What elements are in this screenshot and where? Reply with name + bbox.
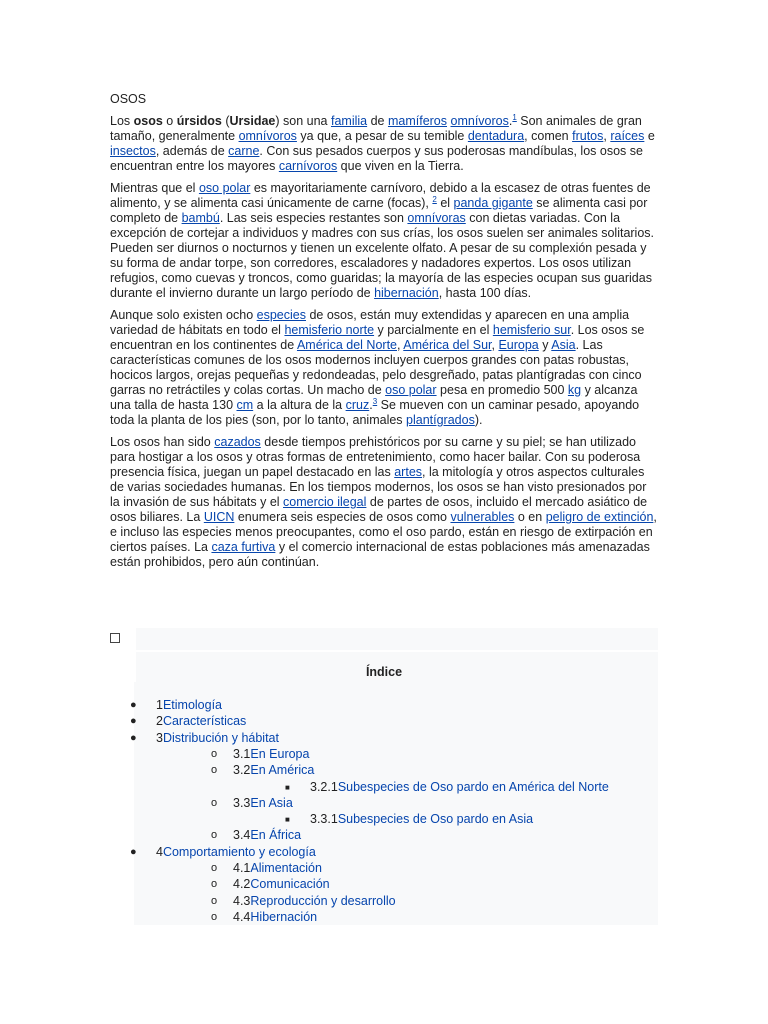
toc-entry[interactable] xyxy=(233,763,314,778)
text: , comen xyxy=(524,129,573,143)
link-america-del-norte[interactable]: América del Norte xyxy=(296,338,397,352)
text: Los osos han sido xyxy=(110,435,215,449)
distribution-paragraph xyxy=(110,308,658,428)
text: . Los osos se encuentran en los continentes de xyxy=(110,323,645,352)
link-omnivoros[interactable]: omnívoros xyxy=(238,129,297,143)
toc-toggle-checkbox[interactable] xyxy=(110,633,120,643)
text: Los xyxy=(110,114,134,128)
text: Aunque solo existen ocho xyxy=(110,308,257,322)
toc-bullet: ■ xyxy=(285,783,290,792)
toc-bullet: o xyxy=(211,878,218,890)
toc-background-cutout xyxy=(110,652,136,682)
reference-link[interactable]: 2 xyxy=(432,194,437,204)
toc-entry-label: En América xyxy=(250,763,315,777)
toc-entry[interactable] xyxy=(233,877,330,892)
link-america-del-sur[interactable]: América del Sur xyxy=(403,338,492,352)
text: pesa en promedio 500 xyxy=(436,383,568,397)
text: . Las características comunes de los osos modernos incluyen cuerpos grandes con patas robustas, hocicos largos, orejas pequeñas y redondeadas, pelo desgreñado, patas plantígradas con cinco garras no retráctiles y colas cortas. Un macho de xyxy=(110,338,642,397)
link-kg[interactable]: kg xyxy=(567,383,582,397)
text: de osos, están muy extendidas y aparecen en una amplia variedad de hábitats en todo el xyxy=(110,308,630,337)
text: Se mueven con un caminar pesado, apoyando toda la planta de los pies (son, por lo tanto, animales xyxy=(110,398,640,427)
bold-term: Ursidae xyxy=(229,114,276,128)
toc-entry[interactable] xyxy=(233,861,322,876)
page-title: OSOS xyxy=(110,92,147,106)
text: , la mitología y otros aspectos culturales de varias sociedades humanas. En los tiempos modernos, los osos se han visto presionados por la invasión de sus hábitats y el xyxy=(110,465,647,509)
toc-bullet: o xyxy=(211,862,218,874)
link-cazados[interactable]: cazados xyxy=(214,435,261,449)
text: ) son una xyxy=(275,114,331,128)
toc-entry-number: 4.2 xyxy=(233,877,251,891)
toc-entry[interactable] xyxy=(156,845,316,860)
text: el xyxy=(436,196,454,210)
toc-entry-number: 4.3 xyxy=(233,894,251,908)
toc-entry-number: 2 xyxy=(156,714,163,728)
text: de xyxy=(367,114,388,128)
text: . Con sus pesados cuerpos y sus poderosas mandíbulas, los osos se encuentran entre los mayores xyxy=(110,144,643,173)
toc-entry[interactable] xyxy=(156,731,279,746)
text: , xyxy=(397,338,404,352)
toc-entry-label: Subespecies de Oso pardo en Asia xyxy=(337,812,534,826)
toc-entry-number: 3.1 xyxy=(233,747,251,761)
link-familia[interactable]: familia xyxy=(330,114,368,128)
link-carnivoros[interactable]: carnívoros xyxy=(278,159,338,173)
link-omnivoros[interactable]: omnívoros xyxy=(450,114,509,128)
toc-bullet: ■ xyxy=(285,815,290,824)
link-hemisferio-norte[interactable]: hemisferio norte xyxy=(284,323,375,337)
toc-background xyxy=(136,628,658,650)
link-artes[interactable]: artes xyxy=(394,465,423,479)
text: o en xyxy=(514,510,546,524)
toc-bullet: o xyxy=(211,829,218,841)
toc-entry-number: 3 xyxy=(156,731,163,745)
toc-entry-number: 3.3.1 xyxy=(310,812,338,826)
toc-entry-label: Comportamiento y ecología xyxy=(162,845,316,859)
text: o xyxy=(162,114,177,128)
toc-entry[interactable] xyxy=(310,780,609,795)
link-comercio-ilegal[interactable]: comercio ilegal xyxy=(283,495,367,509)
text: y el comercio internacional de estas poblaciones más amenazadas están prohibidos, pero aún continúan. xyxy=(110,540,650,569)
toc-entry-label: Características xyxy=(162,714,247,728)
article-body xyxy=(110,92,658,577)
toc-entry-number: 3.2.1 xyxy=(310,780,338,794)
text: . Las seis especies restantes son xyxy=(219,211,408,225)
toc-bullet: o xyxy=(211,797,218,809)
link-frutos[interactable]: frutos xyxy=(572,129,604,143)
text: desde tiempos prehistóricos por su carne y su piel; se han utilizado para hostigar a los osos y otras formas de entretenimiento, como hacer bailar. Con su poderosa presencia física, juegan un papel destacado en las xyxy=(110,435,641,479)
toc-title: Índice xyxy=(365,665,403,679)
toc-entry-label: Etimología xyxy=(162,698,223,712)
text: e xyxy=(644,129,655,143)
toc-entry-label: Comunicación xyxy=(250,877,330,891)
diet-paragraph xyxy=(110,181,658,301)
link-bambu[interactable]: bambú xyxy=(181,211,220,225)
text: . xyxy=(369,398,373,412)
toc-entry[interactable] xyxy=(156,714,246,729)
toc-entry[interactable] xyxy=(310,812,533,827)
link-peligro-de-extincion[interactable]: peligro de extinción xyxy=(545,510,654,524)
link-cruz[interactable]: cruz xyxy=(345,398,370,412)
toc-entry[interactable] xyxy=(233,747,309,762)
toc-bullet: ● xyxy=(130,699,137,711)
toc-entry-label: Alimentación xyxy=(250,861,322,875)
link-plantigrados[interactable]: plantígrados xyxy=(406,413,475,427)
text: con dietas variadas. Con la excepción de cortejar a individuos y madres con sus crías, los osos suelen ser animales solitarios. Pueden ser diurnos o nocturnos y tienen un excelente olfato. A pesar de su complexión pesada y su forma de andar torpe, son corredores, escaladores y nadadores expertos. Los osos utilizan refugios, como cuevas y troncos, como guaridas; la mayoría de las especies ocupan sus guaridas durante el invierno durante un largo período de xyxy=(110,211,655,300)
text: , xyxy=(603,129,611,143)
text: a la altura de la xyxy=(253,398,346,412)
link-cm[interactable]: cm xyxy=(236,398,254,412)
link-oso-polar[interactable]: oso polar xyxy=(198,181,251,195)
text: es mayoritariamente carnívoro, debido a la escasez de otras fuentes de alimento, y se alimenta casi únicamente de carne (focas), xyxy=(110,181,651,210)
link-raices[interactable]: raíces xyxy=(610,129,645,143)
link-asia[interactable]: Asia xyxy=(551,338,576,352)
toc-entry[interactable] xyxy=(233,828,301,843)
reference-link[interactable]: 1 xyxy=(512,112,517,122)
reference-link[interactable]: 3 xyxy=(372,396,378,406)
toc-entry-number: 3.4 xyxy=(233,828,251,842)
link-insectos[interactable]: insectos xyxy=(110,144,156,158)
bold-term: úrsidos xyxy=(176,114,222,128)
link-vulnerables[interactable]: vulnerables xyxy=(450,510,515,524)
text: ( xyxy=(221,114,230,128)
text: , xyxy=(491,338,499,352)
link-hibernacion[interactable]: hibernación xyxy=(374,286,439,300)
text: y parcialmente en el xyxy=(374,323,493,337)
text: enumera seis especies de osos como xyxy=(234,510,451,524)
toc-entry-number: 4.4 xyxy=(233,910,251,924)
link-carne[interactable]: carne xyxy=(228,144,260,158)
toc-entry-label: Subespecies de Oso pardo en América del Norte xyxy=(337,780,609,794)
toc-bullet: ● xyxy=(130,732,137,744)
text: . xyxy=(508,114,513,128)
toc-entry-number: 1 xyxy=(156,698,163,712)
toc-entry-label: En África xyxy=(250,828,302,842)
link-europa[interactable]: Europa xyxy=(498,338,539,352)
text: ya que, a pesar de su temible xyxy=(296,129,468,143)
link-especies[interactable]: especies xyxy=(256,308,306,322)
link-hemisferio-sur[interactable]: hemisferio sur xyxy=(492,323,571,337)
link-panda-gigante[interactable]: panda gigante xyxy=(453,196,533,210)
toc-entry[interactable] xyxy=(233,894,396,909)
toc-entry-label: En Asia xyxy=(250,796,293,810)
link-caza-furtiva[interactable]: caza furtiva xyxy=(211,540,276,554)
toc-entry[interactable] xyxy=(156,698,222,713)
toc-bullet: ● xyxy=(130,846,137,858)
link-uicn[interactable]: UICN xyxy=(203,510,235,524)
toc-entry-label: Distribución y hábitat xyxy=(162,731,279,745)
link-dentadura[interactable]: dentadura xyxy=(467,129,525,143)
text: Mientras que el xyxy=(110,181,199,195)
human-relations-paragraph xyxy=(110,435,658,570)
toc-entry-number: 4.1 xyxy=(233,861,251,875)
text: y alcanza una talla de hasta 130 xyxy=(110,383,638,412)
toc-entry-number: 3.2 xyxy=(233,763,251,777)
link-mamiferos[interactable]: mamíferos xyxy=(387,114,448,128)
text: y xyxy=(538,338,552,352)
toc-bullet: o xyxy=(211,764,218,776)
text: se alimenta casi por completo de xyxy=(110,196,648,225)
toc-bullet: o xyxy=(211,895,218,907)
toc-entry-label: Reproducción y desarrollo xyxy=(250,894,396,908)
table-of-contents xyxy=(110,628,658,925)
text: , e incluso las especies menos preocupantes, como el oso pardo, están en riesgo de extirpación en ciertos países. La xyxy=(110,510,657,554)
text: , hasta 100 días. xyxy=(438,286,532,300)
toc-bullet: o xyxy=(211,748,218,760)
intro-paragraph xyxy=(110,114,658,174)
toc-entry-number: 4 xyxy=(156,845,163,859)
text: que viven en la Tierra. xyxy=(337,159,464,173)
link-oso-polar[interactable]: oso polar xyxy=(385,383,437,397)
text: ). xyxy=(474,413,483,427)
toc-bullet: o xyxy=(211,911,218,923)
text: , además de xyxy=(155,144,229,158)
toc-bullet: ● xyxy=(130,715,137,727)
toc-entry[interactable] xyxy=(233,796,293,811)
toc-entry-label: En Europa xyxy=(250,747,310,761)
toc-entry-number: 3.3 xyxy=(233,796,251,810)
bold-term: osos xyxy=(133,114,163,128)
text: de partes de osos, incluido el mercado asiático de osos biliares. La xyxy=(110,495,648,524)
link-omnivoras[interactable]: omnívoras xyxy=(407,211,466,225)
text: Son animales de gran tamaño, generalmente xyxy=(110,114,642,143)
toc-entry-label: Hibernación xyxy=(250,910,318,924)
toc-entry[interactable] xyxy=(233,910,317,925)
